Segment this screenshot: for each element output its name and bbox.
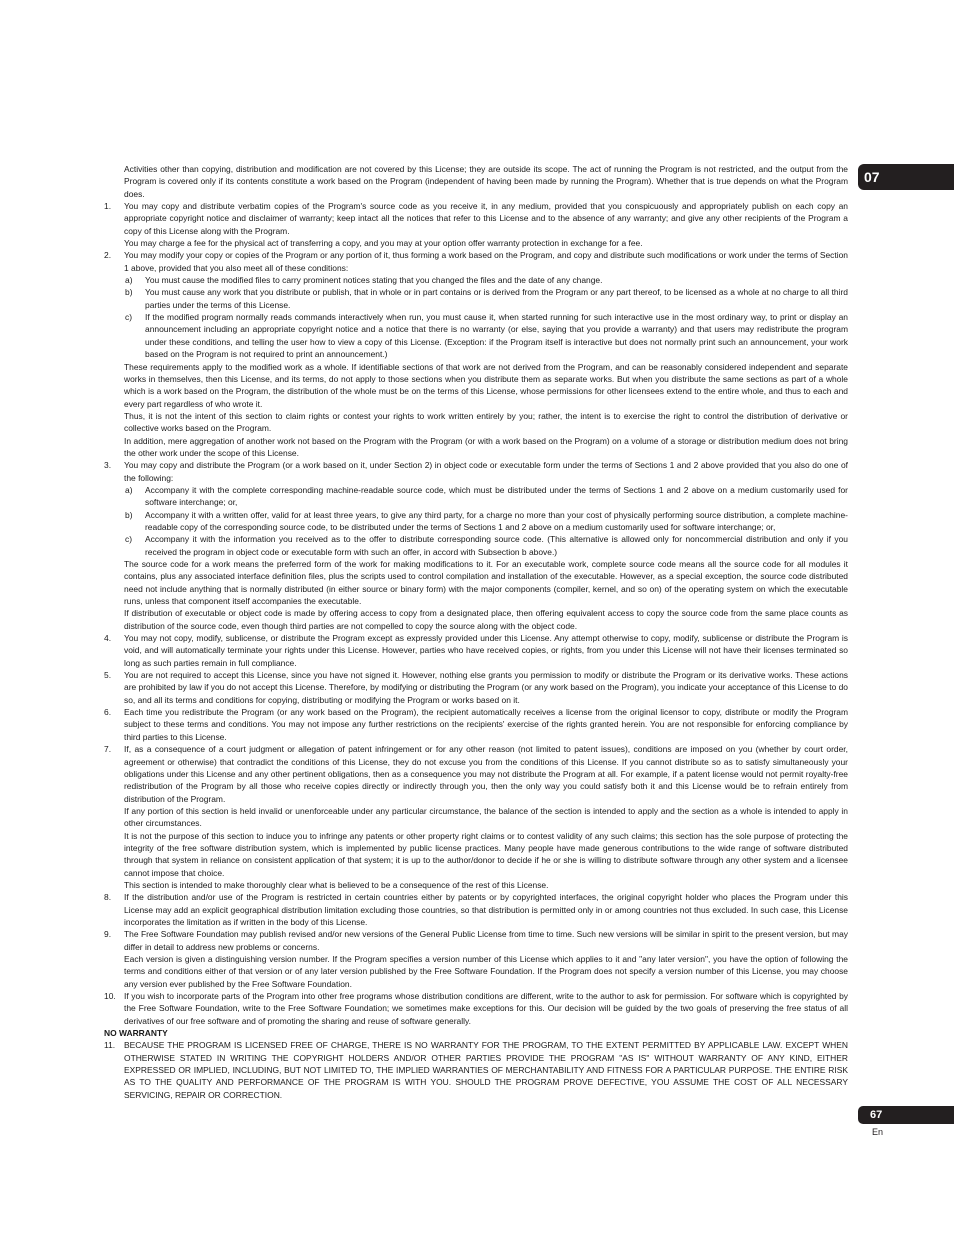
numbered-clause-4 [100, 632, 848, 669]
paragraph: Each version is given a distinguishing version number. If the Program specifies a version number of this License which applies to it and "any later version", you have the option of following the terms and conditions either of that version or of any later version published by the Free Software Foundation. If the Program does not specify a version number of this License, you may choose any version ever published by the Free Software Foundation. [124, 954, 848, 989]
paragraph: You may charge a fee for the physical act of transferring a copy, and you may at your option offer warranty protection in exchange for a fee. [124, 238, 643, 249]
clause-number: 6. [104, 707, 112, 718]
sub-clause-text: Accompany it with a written offer, valid for at least three years, to give any third party, for a charge no more than your cost of physically performing source distribution, a complete machine-readable copy of the corresponding source code, to be distributed under the terms of Sections 1 and 2 above on a medium customarily used for software interchange; or, [145, 509, 848, 532]
clause-text: If, as a consequence of a court judgment or allegation of patent infringement or for any other reason (not limited to patent issues), conditions are imposed on you (whether by court order, agreement or otherwise) that contradict the conditions of this License, they do not excuse you from the conditions of this License. If you cannot distribute so as to satisfy simultaneously your obligations under this License and any other pertinent obligations, then as a consequence you may not distribute the Program at all. For example, if a patent license would not permit royalty-free redistribution of the Program by all those who receive copies directly or indirectly through you, then the only way you could satisfy both it and this License would be to refrain entirely from distribution of the Program. [124, 744, 848, 804]
paragraph: These requirements apply to the modified work as a whole. If identifiable sections of that work are not derived from the Program, and can be reasonably considered independent and separate works in themselves, then this License, and its terms, do not apply to those sections when you distribute them as separate works. But when you distribute the same sections as part of a whole which is a work based on the Program, the distribution of the whole must be on the terms of this License, whose permissions for other licensees extend to the entire whole, and thus to each and every part regardless of who wrote it. [124, 361, 848, 409]
paragraph: It is not the purpose of this section to induce you to infringe any patents or other property right claims or to contest validity of any such claims; this section has the sole purpose of protecting the integrity of the free software distribution system, which is implemented by public license practices. Many people have made generous contributions to the wide range of software distributed through that system in reliance on consistent application of that system; it is up to the author/donor to decide if he or she is willing to distribute software through any other system and a licensee cannot impose that choice. [124, 830, 848, 878]
numbered-clause-9 [100, 928, 848, 953]
numbered-clause-7 [100, 743, 848, 805]
sub-clause-text: If the modified program normally reads commands interactively when run, you must cause it, when started running for such interactive use in the most ordinary way, to print or display an announcement including an appropriate copyright notice and a notice that there is no warranty (or else, saying that you provide a warranty) and that users may redistribute the program under these conditions, and telling the user how to view a copy of this License. (Exception: if the Program itself is interactive but does not normally print such an announcement, your work based on the Program is not required to print an announcement.) [145, 312, 848, 360]
clause-number: 4. [104, 633, 112, 644]
sub-clause-letter: c) [125, 534, 133, 545]
paragraph: If any portion of this section is held invalid or unenforceable under any particular circumstance, the balance of the section is intended to apply and the section as a whole is intended to apply in other circumstances. [124, 805, 848, 829]
sub-clause-letter: b) [125, 287, 133, 298]
sub-clause-text: You must cause the modified files to carry prominent notices stating that you changed the files and the date of any change. [145, 275, 603, 286]
sub-clause-letter: c) [125, 312, 133, 323]
paragraph: The source code for a work means the preferred form of the work for making modifications to it. For an executable work, complete source code means all the source code for all modules it contains, plus any associated interface definition files, plus the scripts used to control compilation and installation of the executable. However, as a special exception, the source code distributed need not include anything that is normally distributed (in either source or binary form) with the major components (compiler, kernel, and so on) of the operating system on which the executable runs, unless that component itself accompanies the executable. [124, 559, 848, 607]
numbered-clause-6 [100, 706, 848, 743]
numbered-clause-10 [100, 990, 848, 1027]
clause-text: The Free Software Foundation may publish revised and/or new versions of the General Public License from time to time. Such new versions will be similar in spirit to the present version, but may differ in detail to address new problems or concerns. [124, 929, 848, 952]
sub-clause-letter: a) [125, 275, 133, 286]
sub-clause-text: Accompany it with the complete corresponding machine-readable source code, which must be distributed under the terms of Sections 1 and 2 above on a medium customarily used for software interchange; or, [145, 484, 848, 508]
sub-clause-text: Accompany it with the information you received as to the offer to distribute corresponding source code. (This alternative is allowed only for noncommercial distribution and only if you received the program in object code or executable form with such an offer, in accord with Subsection b above.) [145, 534, 848, 557]
clause-text: You may modify your copy or copies of the Program or any portion of it, thus forming a work based on the Program, and copy and distribute such modifications or work under the terms of Section 1 above, provided that you also meet all of these conditions: [124, 250, 848, 273]
paragraph: Activities other than copying, distribution and modification are not covered by this License; they are outside its scope. The act of running the Program is not restricted, and the output from the Program is covered only if its contents constitute a work based on the Program (independent of having been made by running the Program). Whether that is true depends on what the Program does. [124, 164, 848, 199]
numbered-clause-2 [100, 249, 848, 274]
clause-text: You may copy and distribute verbatim copies of the Program's source code as you receive it, in any medium, provided that you conspicuously and appropriately publish on each copy an appropriate copyright notice and disclaimer of warranty; keep intact all the notices that refer to this License and to the absence of any warranty; and give any other recipients of the Program a copy of this License along with the Program. [124, 201, 848, 236]
clause-number: 11. [104, 1040, 116, 1051]
sub-clause [100, 286, 848, 311]
numbered-clause-1 [100, 200, 848, 237]
sub-clause [100, 311, 848, 360]
clause-text: You are not required to accept this License, since you have not signed it. However, nothing else grants you permission to modify or distribute the Program or its derivative works. These actions are prohibited by law if you do not accept this License. Therefore, by modifying or distributing the Program (or any work based on the Program), you indicate your acceptance of this License to do so, and all its terms and conditions for copying, distributing or modifying the Program or works based on it. [124, 670, 848, 705]
clause-number: 7. [104, 744, 112, 755]
clause-text: You may not copy, modify, sublicense, or distribute the Program except as expressly provided under this License. Any attempt otherwise to copy, modify, sublicense or distribute the Program is void, and will automatically terminate your rights under this License. However, parties who have received copies, or rights, from you under this License will not have their licenses terminated so long as such parties remain in full compliance. [124, 633, 848, 668]
section-heading: NO WARRANTY [104, 1028, 168, 1039]
sub-clause [100, 533, 848, 558]
clause-number: 3. [104, 460, 112, 471]
paragraph: Thus, it is not the intent of this section to claim rights or contest your rights to work written entirely by you; rather, the intent is to exercise the right to control the distribution of derivative or collective works based on the Program. [124, 410, 848, 434]
clause-text: If the distribution and/or use of the Program is restricted in certain countries either by patents or by copyrighted interfaces, the original copyright holder who places the Program under this License may add an explicit geographical distribution limitation excluding those countries, so that distribution is permitted only in or among countries not thus excluded. In such case, this License incorporates the limitation as if written in the body of this License. [124, 892, 848, 927]
numbered-clause-11 [100, 1039, 848, 1101]
sub-clause [100, 509, 848, 534]
clause-number: 2. [104, 250, 112, 261]
chapter-tab: 07 [858, 164, 954, 190]
clause-text: You may copy and distribute the Program (or a work based on it, under Section 2) in object code or executable form under the terms of Sections 1 and 2 above provided that you also do one of the following: [124, 460, 848, 483]
numbered-clause-5 [100, 669, 848, 706]
clause-number: 5. [104, 670, 112, 681]
clause-number: 9. [104, 929, 112, 940]
clause-text: Each time you redistribute the Program (or any work based on the Program), the recipient automatically receives a license from the original licensor to copy, distribute or modify the Program subject to these terms and conditions. You may not impose any further restrictions on the recipients' exercise of the rights granted herein. You are not responsible for enforcing compliance by third parties to this License. [124, 707, 848, 742]
sub-clause [100, 484, 848, 509]
paragraph: In addition, mere aggregation of another work not based on the Program with the Program (or with a work based on the Program) on a volume of a storage or distribution medium does not bring the other work under the scope of this License. [124, 435, 848, 458]
sub-clause [100, 274, 848, 286]
clause-number: 1. [104, 201, 112, 212]
sub-clause-letter: b) [125, 509, 133, 520]
language-label: En [872, 1127, 884, 1137]
clause-text: If you wish to incorporate parts of the Program into other free programs whose distribution conditions are different, write to the author to ask for permission. For software which is copyrighted by the Free Software Foundation, write to the Free Software Foundation; we sometimes make exceptions for this. Our decision will be guided by the two goals of preserving the free status of all derivatives of our free software and of promoting the sharing and reuse of software generally. [124, 991, 848, 1026]
clause-text: BECAUSE THE PROGRAM IS LICENSED FREE OF CHARGE, THERE IS NO WARRANTY FOR THE PROGRAM, TO THE EXTENT PERMITTED BY APPLICABLE LAW. EXCEPT WHEN OTHERWISE STATED IN WRITING THE COPYRIGHT HOLDERS AND/OR OTHER PARTIES PROVIDE THE PROGRAM "AS IS" WITHOUT WARRANTY OF ANY KIND, EITHER EXPRESSED OR IMPLIED, INCLUDING, BUT NOT LIMITED TO, THE IMPLIED WARRANTIES OF MERCHANTABILITY AND FITNESS FOR A PARTICULAR PURPOSE. THE ENTIRE RISK AS TO THE QUALITY AND PERFORMANCE OF THE PROGRAM IS WITH YOU. SHOULD THE PROGRAM PROVE DEFECTIVE, YOU ASSUME THE COST OF ALL NECESSARY SERVICING, REPAIR OR CORRECTION. [124, 1040, 848, 1100]
numbered-clause-3 [100, 459, 848, 484]
license-text [100, 163, 848, 1101]
paragraph: If distribution of executable or object code is made by offering access to copy from a designated place, then offering equivalent access to copy the source code from the same place counts as distribution of the source code, even though third parties are not compelled to copy the source along with the object code. [124, 608, 848, 631]
paragraph: This section is intended to make thoroughly clear what is believed to be a consequence of the rest of this License. [124, 879, 549, 890]
clause-number: 10. [104, 991, 116, 1002]
clause-number: 8. [104, 892, 112, 903]
sub-clause-text: You must cause any work that you distribute or publish, that in whole or in part contains or is derived from the Program or any part thereof, to be licensed as a whole at no charge to all third parties under the terms of this License. [145, 287, 848, 310]
sub-clause-letter: a) [125, 484, 133, 495]
page-number-tab: 67 [858, 1106, 954, 1124]
numbered-clause-8 [100, 891, 848, 928]
